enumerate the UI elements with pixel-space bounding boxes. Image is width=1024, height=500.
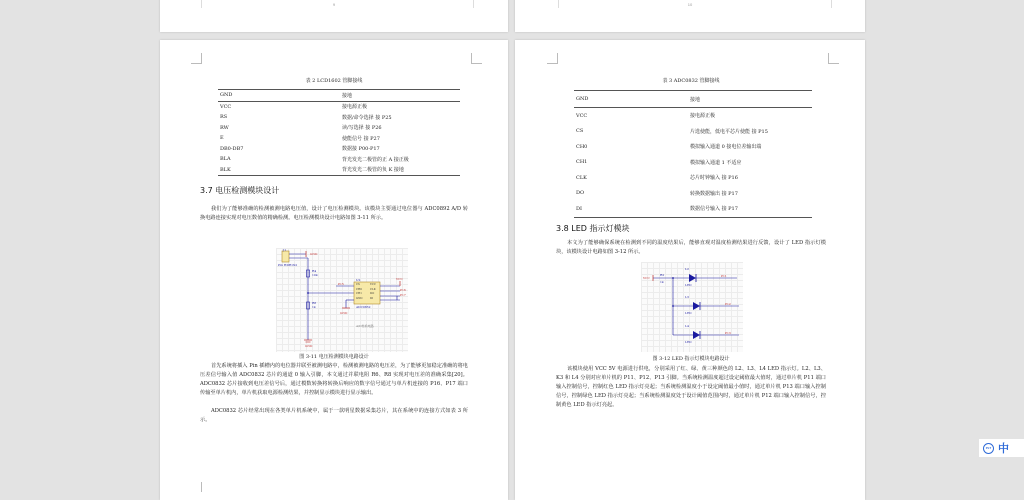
label-led: LED — [685, 283, 692, 287]
cell-pin: DI — [574, 201, 688, 217]
table-row — [574, 108, 812, 124]
label-l3: L3 — [685, 295, 689, 299]
table-row — [574, 155, 812, 171]
paragraph: ADC0832 芯片经常出现在各类单片机系统中，属于一款明星数据采集芯片，其在系统中的连接方式如表 3 所示。 — [200, 408, 468, 424]
voltage-detection-schematic — [276, 248, 408, 352]
previous-page-right — [515, 0, 865, 32]
label-vcc: VCC — [643, 276, 650, 280]
cell-pin: RW — [220, 124, 229, 131]
table-row — [574, 170, 812, 186]
crop-mark — [547, 53, 558, 64]
cell-pin: DB0-DB7 — [220, 145, 244, 152]
language-switcher[interactable] — [979, 439, 1024, 457]
label-u2: U2 — [356, 278, 361, 282]
label-gnd: GND — [340, 311, 348, 315]
cell-pin: DO — [576, 190, 585, 197]
label-r2: R2 — [660, 273, 665, 277]
cell-pin: CLK — [576, 174, 587, 181]
cell-desc: 背光发光二极管的负 K 接地 — [340, 165, 460, 176]
table-row — [574, 139, 812, 155]
label-p15: P15 — [338, 282, 344, 286]
label-r4-value: 10k — [312, 273, 318, 277]
label-gnd: GND — [310, 252, 318, 256]
lcd1602-pin-table — [218, 89, 460, 176]
cell-pin: VCC — [220, 103, 232, 110]
cell-pin: VCC — [576, 112, 588, 119]
label-r2-value: 1k — [660, 280, 664, 284]
cell-pin: GND — [218, 90, 340, 102]
label-r8-value: 1k — [312, 305, 316, 309]
label-led: LED — [685, 311, 692, 315]
table-row — [574, 91, 812, 108]
chip-pins-left — [356, 283, 362, 301]
table-row — [218, 101, 460, 112]
schematic-drawing — [641, 262, 743, 352]
cell-pin: E — [220, 135, 224, 142]
cell-pin: CS — [576, 128, 584, 135]
label-l2: L2 — [685, 267, 689, 271]
figure-caption: 图 3-12 LED 指示灯模块电路设计 — [652, 356, 730, 362]
cell-desc: 模拟输入通道 0 接电位差输出端 — [690, 144, 762, 151]
table-row — [218, 165, 460, 176]
cell-desc: 芯片时钟输入 接 P16 — [690, 175, 738, 182]
page-number: 9 — [332, 2, 336, 7]
label-j1: J1 — [283, 248, 287, 252]
paragraph: 本文为了能够确保系统在检测到不同的温度结果后，能够直观对温度检测结果进行反馈，设计了 LED 指示灯模块，该模块设计电路如图 3-12 所示。 — [556, 240, 826, 256]
led-indicator-schematic — [641, 262, 743, 352]
table-row — [218, 133, 460, 144]
label-block: A/D转换电路 — [356, 324, 374, 328]
pin-label: CS — [356, 283, 360, 286]
section-heading: 3.7 电压检测模块设计 — [200, 186, 280, 195]
cell-desc: 数据信号输入 接 P17 — [688, 201, 812, 217]
label-p12: P12 — [725, 302, 731, 306]
table-caption: 表 3 ADC0832 管脚接线 — [662, 78, 720, 84]
label-p16: P16 — [400, 288, 406, 292]
document-page-right — [515, 40, 865, 500]
table-row — [218, 154, 460, 165]
cell-desc: 片选使能，低电平芯片使能 接 P15 — [690, 128, 768, 135]
pin-label: DO — [370, 292, 375, 296]
pin-label: DI — [370, 296, 374, 300]
table-row — [218, 123, 460, 134]
document-page-left — [160, 40, 508, 500]
label-header: Pin HDR1X2 — [278, 263, 298, 267]
label-chip: ADC0832 — [356, 305, 371, 309]
table-row — [574, 201, 812, 217]
table-row — [218, 90, 460, 102]
cell-desc: 使能信号 接 P27 — [342, 135, 380, 142]
pin-label: GND — [356, 296, 363, 300]
crop-mark — [471, 53, 482, 64]
label-p17: P17 — [400, 293, 406, 297]
cell-pin: GND — [574, 91, 688, 108]
crop-mark — [191, 482, 202, 492]
cell-pin: BLA — [220, 156, 231, 163]
cell-desc: 数据/命令选择 接 P25 — [342, 114, 392, 121]
cell-desc: 背光发光二极管的正 A 接正极 — [342, 156, 409, 163]
previous-page-left — [160, 0, 508, 32]
label-p11: P11 — [721, 274, 727, 278]
label-vcc: VCC — [396, 277, 403, 281]
adc0832-pin-table — [574, 90, 812, 218]
cell-desc: 转换数据输出 接 P17 — [690, 190, 738, 197]
table-row — [574, 124, 812, 140]
table-row — [218, 144, 460, 155]
label-led: LED — [685, 340, 692, 344]
label-p13: P13 — [725, 331, 731, 335]
language-label[interactable]: 中 — [998, 442, 1009, 455]
cell-pin: CH1 — [576, 159, 588, 166]
cell-pin: RS — [220, 114, 228, 121]
cell-desc: 读/写选择 接 P26 — [342, 125, 382, 132]
table-row — [218, 112, 460, 123]
cell-desc: 接电源正极 — [342, 104, 368, 111]
figure-caption: 图 3-11 电压检测模块电路设计 — [299, 354, 369, 360]
table-caption: 表 2 LCD1602 管脚接线 — [305, 78, 363, 84]
label-gnd: GND — [305, 344, 313, 348]
table-row — [574, 186, 812, 202]
label-l4: L4 — [685, 324, 689, 328]
crop-mark — [191, 53, 202, 64]
section-heading: 3.8 LED 指示灯模块 — [556, 224, 630, 233]
chip-pins-right — [370, 283, 376, 301]
paragraph: 我们为了能够准确的检测被测电路电压值，设计了电压检测模块。该模块主要通过电位器与 ADC0892 A/D 转换电路连接实现对电压数值的精确检测。电压检测模块设计电路如图 3-11 所示。 — [200, 206, 468, 222]
label-r8: R8 — [312, 301, 317, 305]
pin-label: VCC — [370, 283, 376, 286]
cell-desc: 接电源正极 — [690, 113, 716, 120]
paragraph: 该模块使用 VCC 5V 电源进行供电，分别采用了红、绿、黄三种颜色的 L2、L3、L4 LED 指示灯。L2、L3、K3 和 L4 分别对应单片机的 P11、P12、P13 引脚。当系统检测温度超过设定阈值最大值时，通过单片机 P11 端口输入控制信号，控制红色 LED 指示灯亮起；当系统检测温度小于设定阈值最小值时，通过单片机 P13 端口输入控制信号，控制绿色 LED 指示灯亮起；当系统检测温度处于设计阈值范围内时，通过单片机 P12 端口输入控制信号，控制黄色 LED 指示灯亮起。 — [556, 366, 826, 409]
translate-icon[interactable]: PLT — [983, 443, 994, 454]
cell-pin: CH0 — [576, 143, 588, 150]
pin-label: CH1 — [356, 292, 362, 296]
page-number: 10 — [687, 2, 693, 7]
cell-pin: BLK — [218, 165, 340, 176]
cell-desc: 接地 — [340, 90, 460, 102]
cell-desc: 接地 — [688, 91, 812, 108]
crop-mark — [828, 53, 839, 64]
pin-label: CH0 — [356, 287, 362, 291]
paragraph: 首先系统将插入 Pin 插槽内的电位器并联至被测电路中，检测被测电路的电压差，为了能够更加稳定准确的将电压差信号输入值 ADC0832 芯片的通道 0 输入引脚，本文通过并联电阻 R6、R8 实现对电压差的准确采集[20]。ADC0832 芯片接收到电压差信号后，通过模数转换将转换后响应的数字信号通过与单片机连接的 P16、P17 端口传输至单片机内，单片机获取电源检测结果，并控制显示模块进行显示输出。 — [200, 363, 468, 397]
pin-label: CLK — [370, 287, 376, 291]
cell-desc: 数据接 P00-P17 — [342, 146, 380, 153]
cell-desc: 模拟输入通道 1 不适应 — [690, 159, 742, 166]
label-r4: R4 — [312, 269, 317, 273]
